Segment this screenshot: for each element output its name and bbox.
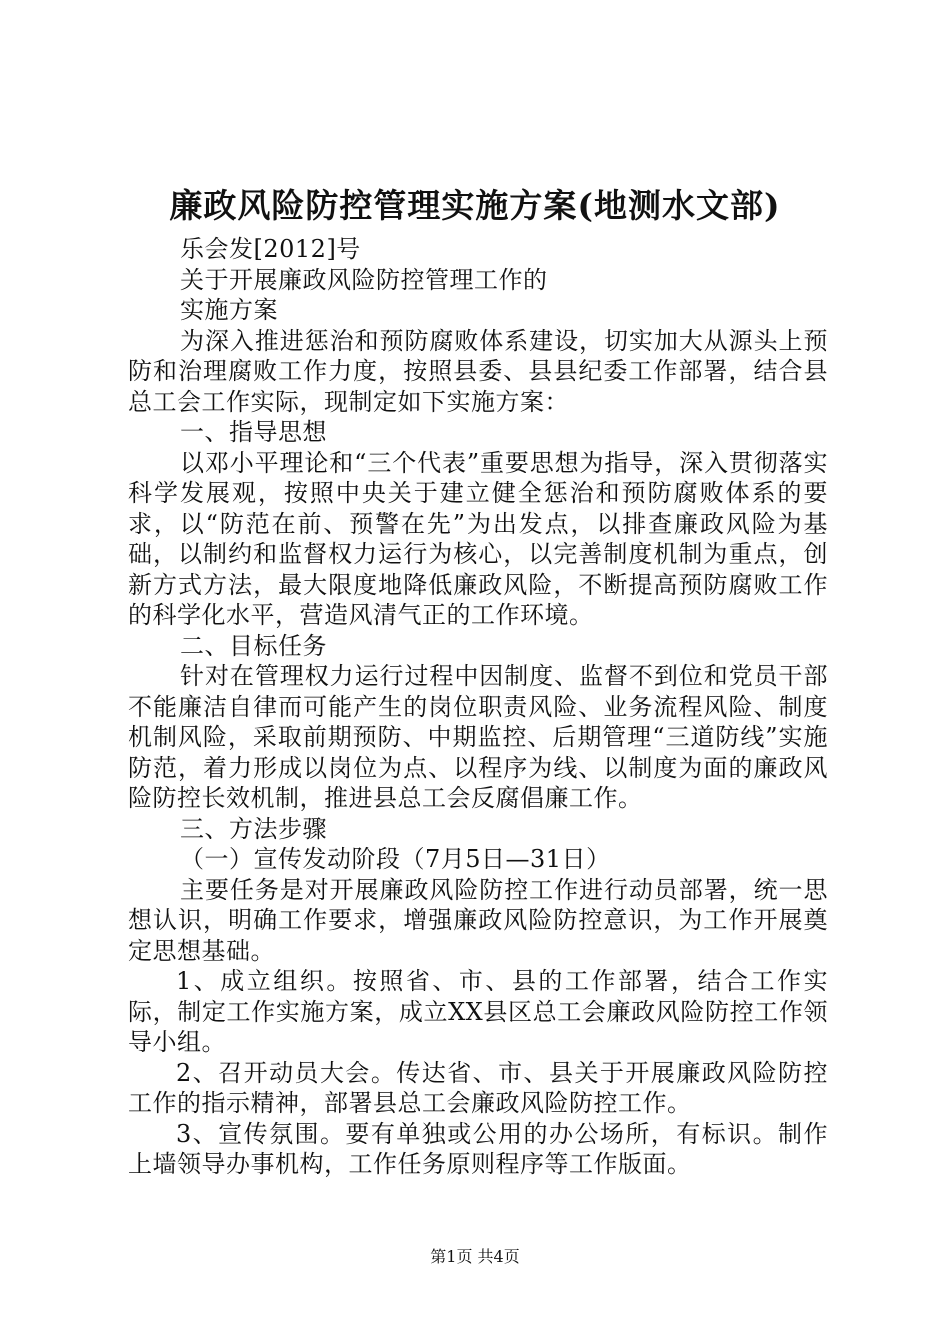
intro-paragraph: 为深入推进惩治和预防腐败体系建设，切实加大从源头上预防和治理腐败工作力度，按照县委、县县纪委工作部署，结合县总工会工作实际，现制定如下实施方案： [128,326,828,416]
document-title: 廉政风险防控管理实施方案(地测水文部) [169,186,781,225]
step-1-paragraph: 1、成立组织。按照省、市、县的工作部署，结合工作实际，制定工作实施方案，成立XX县区总工会廉政风险防控工作领导小组。 [128,967,828,1056]
page-footer: 第1页 共4页 [430,1247,520,1266]
subtitle-line-1: 关于开展廉政风险防控管理工作的 [180,265,548,294]
stage-paragraph: 主要任务是对开展廉政风险防控工作进行动员部署，统一思想认识，明确工作要求，增强廉政风险防控意识，为工作开展奠定思想基础。 [128,875,828,965]
section-heading-3: 三、方法步骤 [180,814,327,843]
stage-heading-1: （一）宣传发动阶段（7月5日—31日） [180,845,611,873]
target-paragraph: 针对在管理权力运行过程中因制度、监督不到位和党员干部不能廉洁自律而可能产生的岗位职责风险、业务流程风险、制度机制风险，采取前期预防、中期监控、后期管理“三道防线”实施防范，着力形成以岗位为点、以程序为线、以制度为面的廉政风险防控长效机制，推进县总工会反腐倡廉工作。 [128,662,828,812]
step-3-paragraph: 3、宣传氛围。要有单独或公用的办公场所，有标识。制作上墙领导办事机构，工作任务原则程序等工作版面。 [128,1119,828,1178]
guiding-paragraph: 以邓小平理论和“三个代表”重要思想为指导，深入贯彻落实科学发展观，按照中央关于建立健全惩治和预防腐败体系的要求，以“防范在前、预警在先”为出发点，以排查廉政风险为基础，以制约和监督权力运行为核心，以完善制度机制为重点，创新方式方法，最大限度地降低廉政风险，不断提高预防腐败工作的科学化水平，营造风清气正的工作环境。 [128,448,828,629]
doc-number: 乐会发[2012]号 [180,235,361,263]
subtitle-line-2: 实施方案 [180,296,278,324]
document-body [128,234,828,1180]
section-heading-2: 二、目标任务 [180,631,327,660]
section-heading-1: 一、指导思想 [180,418,327,446]
step-2-paragraph: 2、召开动员大会。传达省、市、县关于开展廉政风险防控工作的指示精神，部署县总工会廉政风险防控工作。 [128,1058,828,1117]
